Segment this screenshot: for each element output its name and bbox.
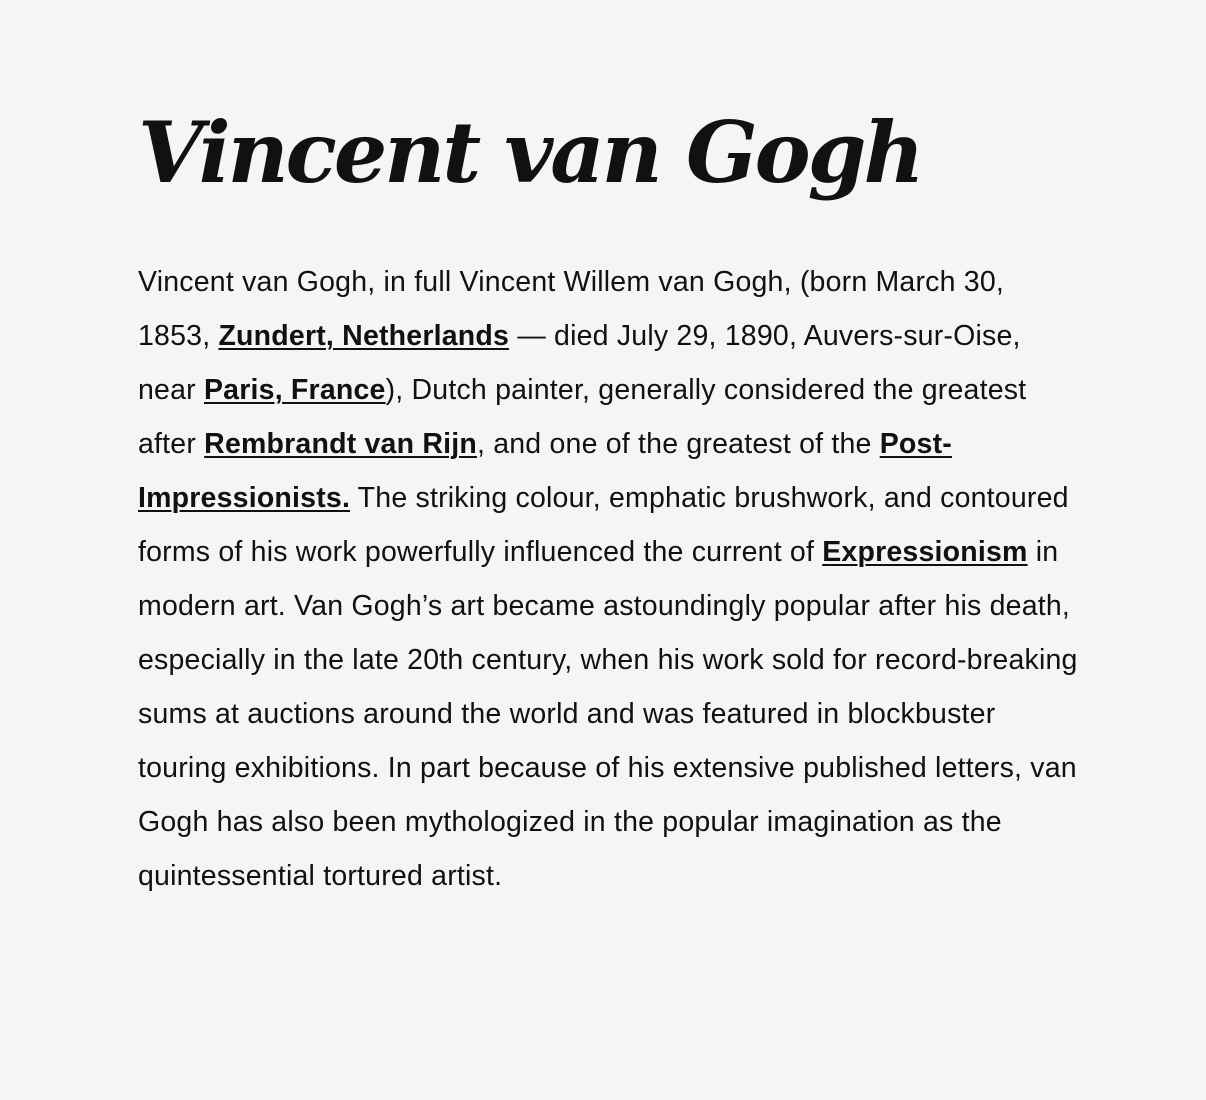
link-paris-france[interactable]: Paris, France bbox=[203, 374, 386, 406]
link-post-impressionists[interactable]: Post-Impressionists. bbox=[138, 428, 952, 514]
paragraph-text: Vincent van Gogh, in full Vincent Willem van Gogh, (born March 30, 1853, bbox=[138, 266, 1005, 352]
link-zundert-netherlands[interactable]: Zundert, Netherlands bbox=[218, 320, 510, 352]
paragraph-text: , and one of the greatest of the bbox=[476, 428, 880, 460]
article-paragraph bbox=[138, 255, 1083, 903]
page-title: Vincent van Gogh bbox=[138, 103, 922, 202]
paragraph-text: in modern art. Van Gogh’s art became astoundingly popular after his death, especially in the late 20th century, when his work sold for record-breaking sums at auctions around the world and was featured in blockbuster touring exhibitions. In part because of his extensive published letters, van Gogh has also been mythologized in the popular imagination as the quintessential tortured artist. bbox=[138, 536, 1078, 892]
paragraph-text: — died July 29, 1890, Auvers-sur-Oise, near bbox=[138, 320, 1021, 406]
paragraph-text: The striking colour, emphatic brushwork, and contoured forms of his work powerfully influenced the current of bbox=[138, 482, 1069, 568]
paragraph-text: ), Dutch painter, generally considered the greatest after bbox=[138, 374, 1027, 460]
link-rembrandt-van-rijn[interactable]: Rembrandt van Rijn bbox=[204, 428, 477, 460]
link-expressionism[interactable]: Expressionism bbox=[822, 536, 1028, 568]
